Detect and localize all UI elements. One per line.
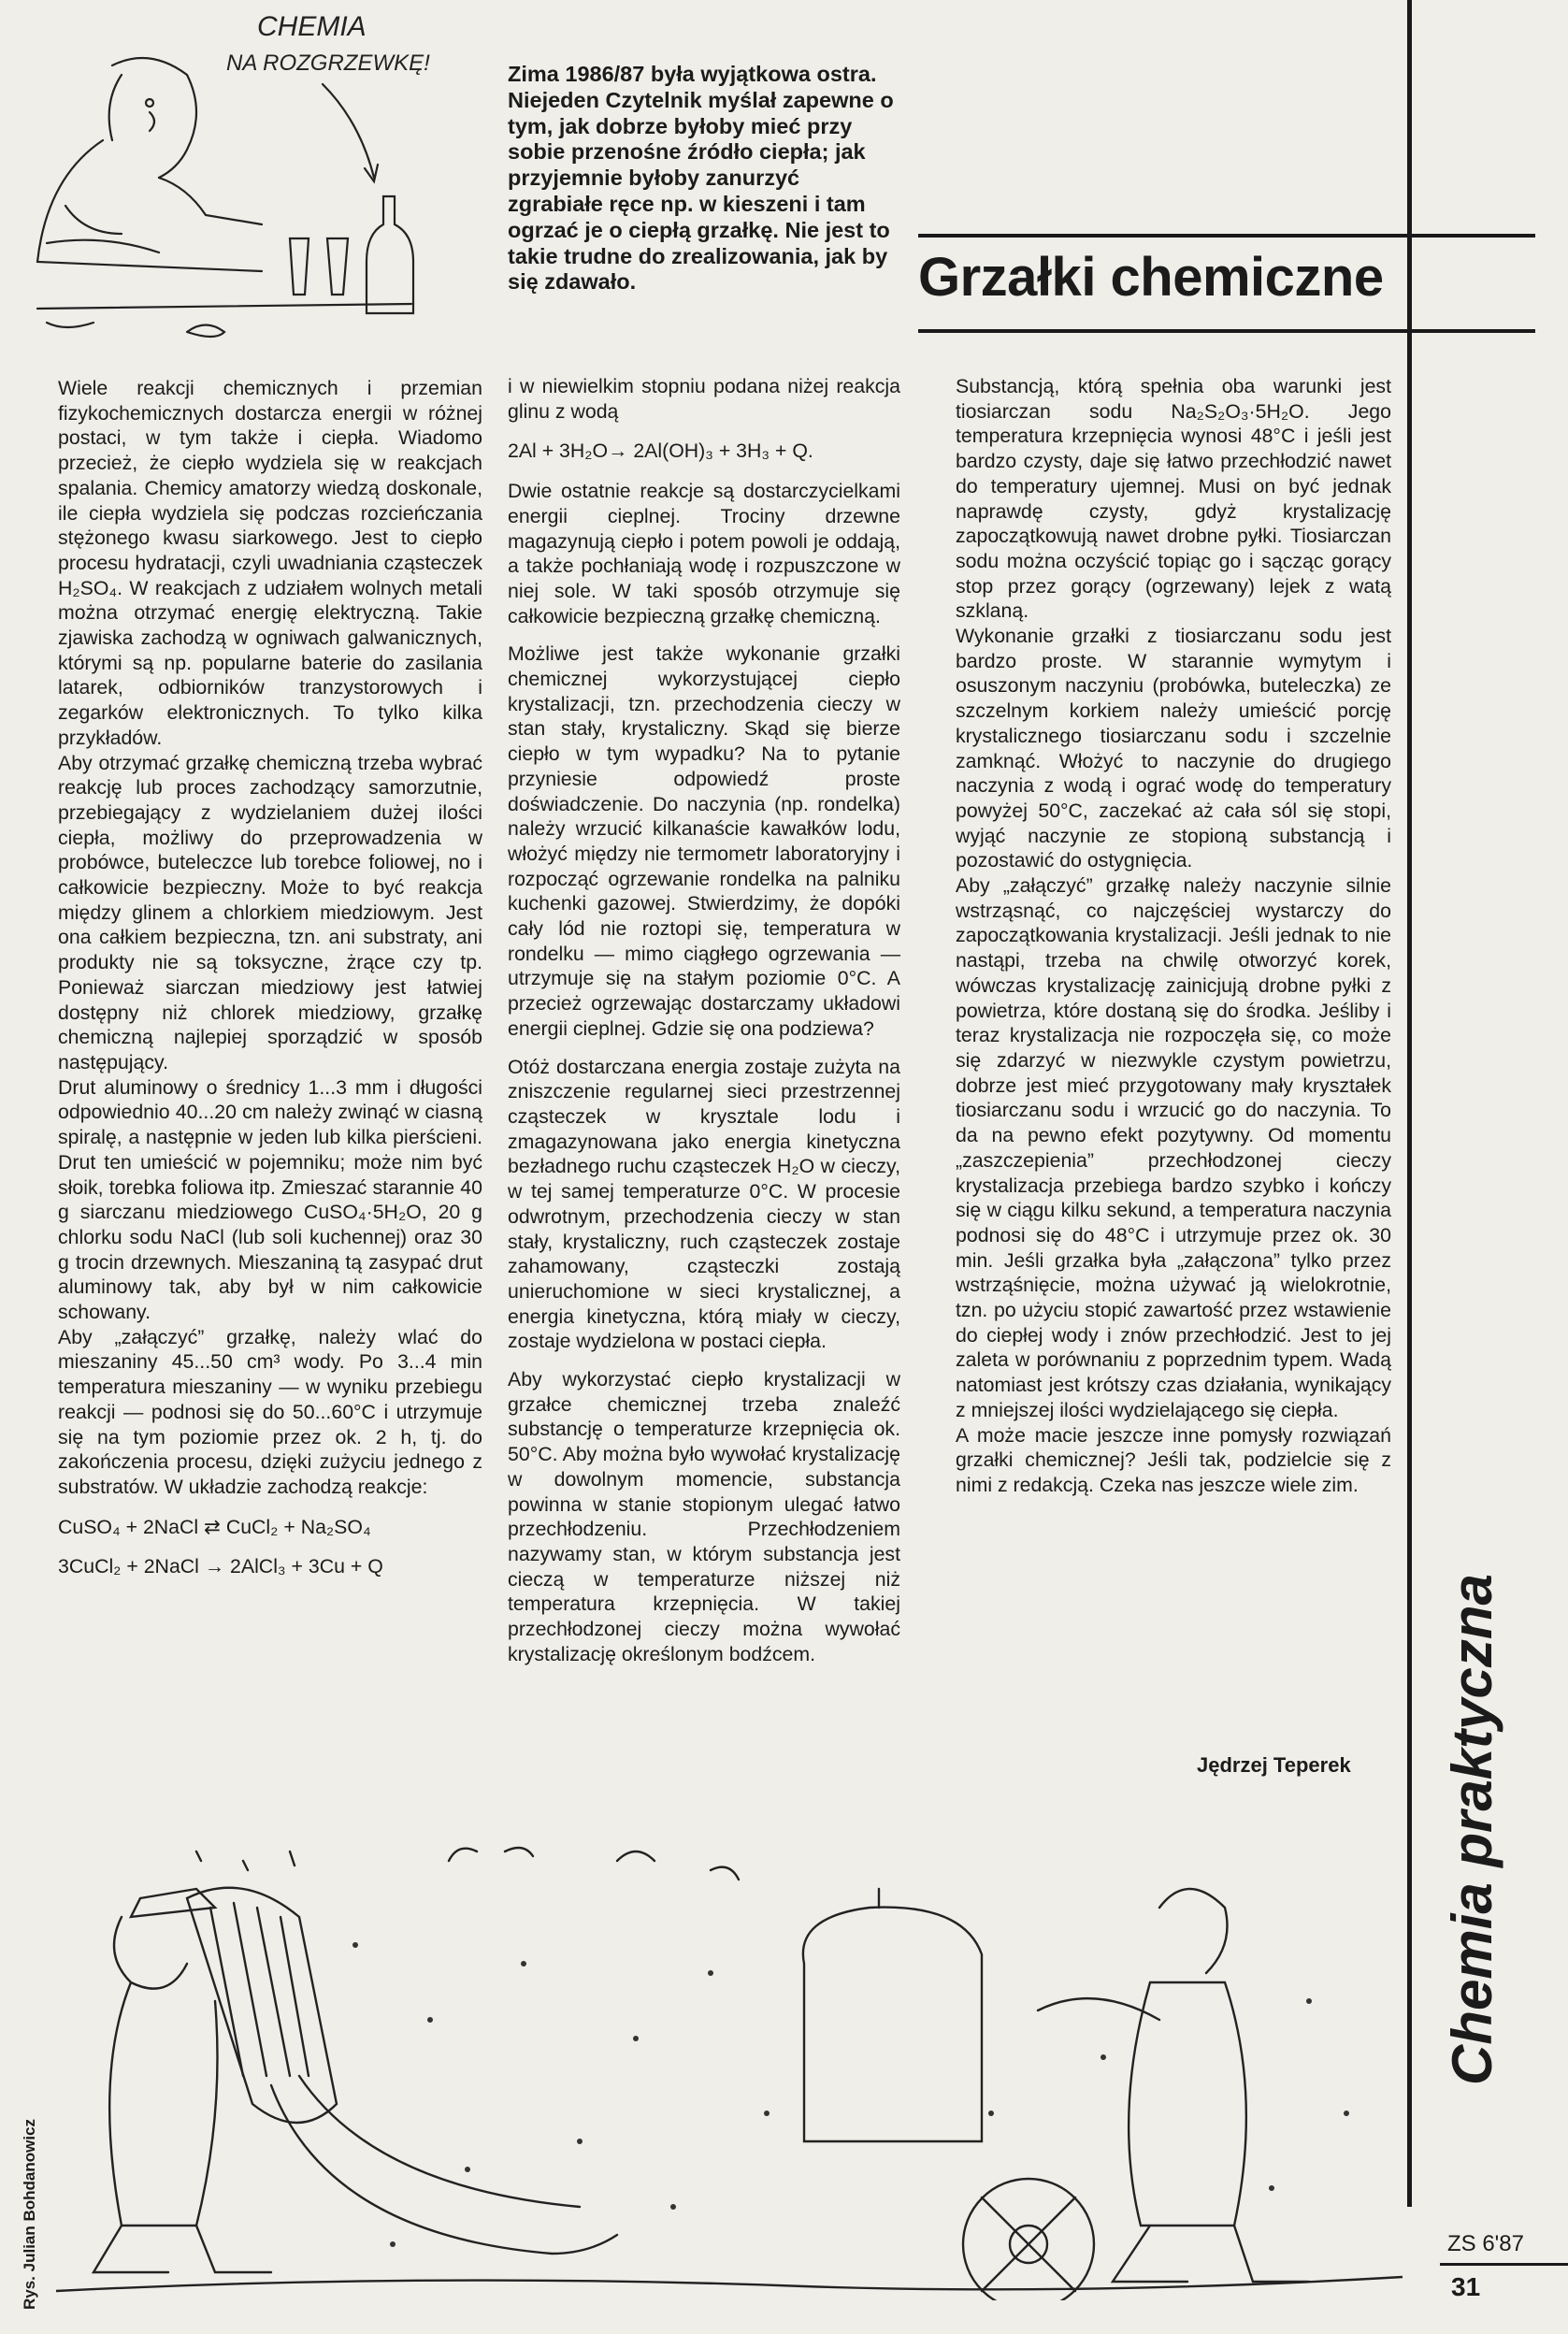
author-name: Jędrzej Teperek [1197, 1753, 1351, 1777]
illustration-credit: Rys. Julian Bohdanowicz [21, 2118, 38, 2310]
col3-paragraph: Substancją, którą spełnia oba warunki jest tiosiarczan sodu Na₂S₂O₃·5H₂O. Jego temperatura krzepnięcia wynosi 48°C i jeśli jest bardzo czysty, daje się łatwo przechłodzić nawet do temperatury ujemnej. Musi on być jednak naprawdę czysty, gdyż krystalizację zapoczątkowują nawet drobne pyłki. Tiosiarczan sodu można oczyścić topiąc go i sącząc gorący stop przez gorący (ogrzewany) lejek z watą szklaną. [956, 375, 1391, 623]
col1-paragraph: Drut aluminowy o średnicy 1...3 mm i długości odpowiednio 40...20 cm należy zwinąć w ciasną spiralę, a następnie w jeden lub kilka pierścieni. Drut ten umieścić w pojemniku; może nim być słoik, torebka foliowa itp. Zmieszać starannie 40 g siarczanu miedziowego CuSO₄·5H₂O, 20 g chlorku sodu NaCl (lub soli kuchennej) oraz 30 g trocin drzewnych. Mieszaniną tą zasypać drut aluminowy tak, aby był w nim całkowicie schowany. [58, 1075, 482, 1324]
section-divider [1407, 0, 1412, 2207]
cartoon-caption-line2: NA ROZGRZEWKĘ! [226, 50, 430, 76]
column-3 [956, 374, 1391, 1498]
col2-paragraph: i w niewielkim stopniu podana niżej reakcja glinu z wodą [508, 375, 900, 423]
section-label: Chemia praktyczna [1441, 1574, 1503, 2085]
col2-paragraph: Możliwe jest także wykonanie grzałki chemicznej wykorzystującej ciepło krystalizacji, tzn. przechodzenia cieczy w stan stały, krystaliczny. Skąd się bierze ciepło w tym wypadku? Na to pytanie przyniesie odpowiedź proste doświadczenie. Do naczynia (np. rondelka) należy wrzucić kilkanaście kawałków lodu, włożyć między nie termometr laboratoryjny i rozpocząć ogrzewanie rondelka na palniku kuchenki gazowej. Stwierdzimy, że dopóki cały lód nie roztopi się, temperatura w rondelku — mimo ciągłego ogrzewania — utrzymuje się na stałym poziomie 0°C. A przecież ogrzewając dostarczamy układowi energii cieplnej. Gdzie się ona podziewa? [508, 642, 900, 1040]
col3-paragraph: Wykonanie grzałki z tiosiarczanu sodu jest bardzo proste. W starannie wymytym i osuszonym naczyniu (probówka, buteleczka) ze szczelnym korkiem należy umieścić porcję krystalicznego tiosiarczanu sodu i szczelnie zamknąć. Włożyć to naczynie do drugiego naczynia z wodą i ograć wodę do temperatury powyżej 50°C, zaczekać aż cała sól się stopi, wyjąć naczynie ze stopioną substancją i pozostawić do ostygnięcia. [956, 625, 1391, 872]
equation: 2Al + 3H₂O→ 2Al(OH)₃ + 3H₃ + Q. [508, 439, 813, 463]
title-rule-top [918, 234, 1535, 238]
col2-paragraph: Dwie ostatnie reakcje są dostarczycielkami energii cieplnej. Trociny drzewne magazynują ciepło i potem powoli je oddają, a także pochłaniają wodę i rozpuszczone w niej sole. W taki sposób otrzymuje się całkowicie bezpieczną grzałkę chemiczną. [508, 480, 900, 627]
col3-paragraph: A może macie jeszcze inne pomysły rozwiązań grzałki chemicznej? Jeśli tak, podzielcie się z nimi z redakcją. Czeka nas jeszcze wiele zim. [956, 1423, 1391, 1496]
equation: 3CuCl₂ + 2NaCl → 2AlCl₃ + 3Cu + Q [58, 1555, 383, 1578]
issue-rule [1440, 2263, 1568, 2266]
col3-paragraph: Aby „załączyć” grzałkę należy naczynie silnie wstrząsnąć, co najczęściej wystarczy do zapoczątkowania krystalizacji. Jeśli jednak to nie nastąpi, trzeba na chwilę otworzyć korek, wówczas krystalizację zainicjują drobne pyłki z powietrza, które dostaną się do środka. Jeśliby i teraz krystalizacja nie rozpoczęła się, co może się zdarzyć w niezwykle czystym powietrzu, dobrze jest mieć przygotowany mały kryształek tiosiarczanu sodu i wrzucić go do naczynia. To da na pewno efekt pozytywny. Od momentu „zaszczepienia” przechłodzonej cieczy krystalizacja przebiega bardzo szybko i kończy się w ciągu kilku sekund, a temperatura naczynia podnosi się do 48°C i utrzymuje przez ok. 30 min. Jeśli grzałka była „załączona” tylko przez wstrząśnięcie, można używać ją wielokrotnie, tzn. po użyciu stopić zawartość przez wstawienie do ciepłej wody i znów przechłodzić. Jest to jej zaleta w porównaniu z poprzednim typem. Wadą natomiast jest krótszy czas działania, wynikający z mniejszej ilości wydzielającego się ciepła. [956, 874, 1391, 1421]
cartoon-bottom-illustration [56, 1833, 1403, 2300]
article-title: Grzałki chemiczne [918, 247, 1384, 308]
col1-paragraph: Wiele reakcji chemicznych i przemian fizykochemicznych dostarcza energii w różnej postaci, w tym także i ciepła. Wiadomo przecież, że ciepło wydziela się w reakcjach spalania. Chemicy amatorzy wiedzą doskonale, ile ciepła wydziela się podczas rozcieńczania stężonego kwasu siarkowego. Jest to ciepło procesu hydratacji, czyli uwadniania cząsteczek H₂SO₄. W reakcjach z udziałem wolnych metali można otrzymać energię elektryczną. Takie zjawiska zachodzą w ogniwach galwanicznych, którymi są np. popularne baterie do zasilania latarek, odbiorników tranzystorowych i zegarków elektronicznych. To tylko kilka przykładów. [58, 377, 482, 749]
lead-paragraph: Zima 1986/87 była wyjątkowa ostra. Niejeden Czytelnik myślał zapewne o tym, jak dobrze byłoby mieć przy sobie przenośne źródło ciepła; jak przyjemnie byłoby zanurzyć zgrabiałe ręce np. w kieszeni i tam ogrzać je o ciepłą grzałkę. Nie jest to takie trudne do zrealizowania, jak by się zdawało. [508, 62, 894, 295]
col1-paragraph: Aby „załączyć” grzałkę, należy wlać do mieszaniny 45...50 cm³ wody. Po 3...4 min temperatura mieszaniny — w wyniku przebiegu reakcji — podnosi się do 50...60°C i utrzymuje się na tym poziomie przez ok. 2 h, tj. do zakończenia procesu, dzięki zużyciu jednego z substratów. W układzie zachodzą reakcje: [58, 1325, 482, 1498]
equation: CuSO₄ + 2NaCl ⇄ CuCl₂ + Na₂SO₄ [58, 1515, 371, 1538]
cartoon-caption-line1: CHEMIA [257, 11, 367, 42]
issue-label: ZS 6'87 [1447, 2231, 1524, 2256]
column-2 [508, 374, 900, 1666]
col2-paragraph: Aby wykorzystać ciepło krystalizacji w grzałce chemicznej trzeba znaleźć substancję o temperaturze krzepnięcia ok. 50°C. Aby można było wywołać krystalizację w dowolnym momencie, substancja powinna w stanie stopionym ulegać łatwo przechłodzeniu. Przechłodzeniem nazywamy stan, w którym substancja jest cieczą w temperaturze niższej niż temperatura krzepnięcia. W takiej przechłodzonej cieczy można wywołać krystalizację określonym bodźcem. [508, 1368, 900, 1665]
page-number: 31 [1451, 2272, 1481, 2301]
column-1 [58, 376, 482, 1594]
col1-paragraph: Aby otrzymać grzałkę chemiczną trzeba wybrać reakcję lub proces zachodzący samorzutnie, przebiegający z wydzielaniem dużej ilości ciepła, możliwy do przeprowadzenia w probówce, buteleczce lub torebce foliowej, no i całkowicie bezpieczny. Może to być reakcja między glinem a chlorkiem miedziowym. Jest ona całkiem bezpieczna, tzn. ani substraty, ani produkty nie są toksyczne, żrące czy tp. Ponieważ siarczan miedziowy jest łatwiej dostępny niż chlorek miedziowy, grzałkę chemiczną najlepiej sporządzić w sposób następujący. [58, 751, 482, 1073]
cartoon-top-illustration [9, 0, 505, 374]
title-rule-bottom [918, 329, 1535, 333]
col2-paragraph: Otóż dostarczana energia zostaje zużyta na zniszczenie regularnej sieci przestrzennej cząsteczek w krysztale lodu i zmagazynowana jako energia kinetyczna bezładnego ruchu cząsteczek H₂O w cieczy, w tej samej temperaturze 0°C. W procesie odwrotnym, przechodzenia cieczy w stan stały, krystaliczny, ruch cząsteczek zostaje zahamowany, cząsteczki zostają unieruchomione w sieci krystalicznej, a energia kinetyczna, którą miały w cieczy, zostaje wydzielona w postaci ciepła. [508, 1055, 900, 1353]
